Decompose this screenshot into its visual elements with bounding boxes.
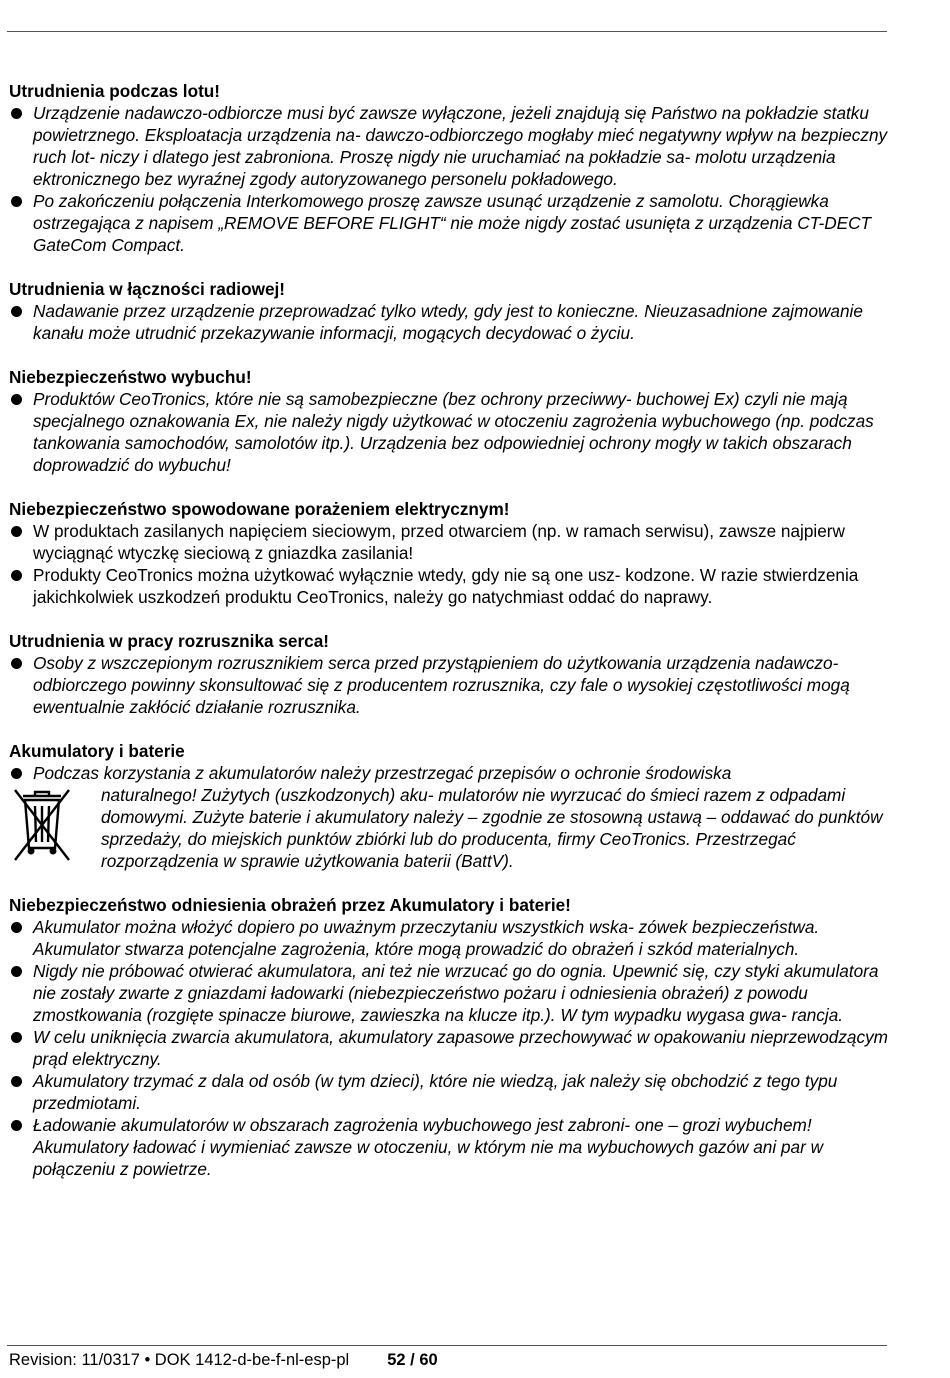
footer-rule: [7, 1345, 887, 1346]
header-rule: [7, 31, 887, 32]
revision-info: Revision: 11/0317 • DOK 1412-d-be-f-nl-esp-pl: [9, 1351, 350, 1369]
battery-disposal-block: [9, 762, 889, 872]
list-item: Osoby z wszczepionym rozrusznikiem serca przed przystąpieniem do użytkowania urządzenia nadawczo-odbiorczego powinny skonsultować się z producentem rozrusznika, czy fale o wysokiej częstotliwości mogą ewentualnie zakłócić działanie rozrusznika.: [9, 652, 889, 718]
section-pacemaker: [9, 630, 889, 718]
section-heading: Utrudnienia podczas lotu!: [9, 81, 221, 101]
section-heading: Niebezpieczeństwo spowodowane porażeniem elektrycznym!: [9, 499, 510, 519]
list-item: W celu uniknięcia zwarcia akumulatora, akumulatory zapasowe przechowywać w opakowaniu nieprzewodzącym prąd elektryczny.: [9, 1026, 889, 1070]
bullet-list: [9, 652, 889, 718]
list-item: Nadawanie przez urządzenie przeprowadzać tylko wtedy, gdy jest to konieczne. Nieuzasadnione zajmowanie kanału może utrudnić przekazywanie informacji, mogących decydować o życiu.: [9, 300, 889, 344]
section-heading: Niebezpieczeństwo wybuchu!: [9, 367, 252, 387]
section-explosion: [9, 366, 889, 476]
list-item: Po zakończeniu połączenia Interkomowego proszę zawsze usunąć urządzenie z samolotu. Chorągiewka ostrzegająca z napisem „REMOVE BEFORE FLIGHT“ nie może nigdy zostać usunięta z urządzenia CT-DECT GateCom Compact.: [9, 190, 889, 256]
list-item: Produkty CeoTronics można użytkować wyłącznie wtedy, gdy nie są one usz- kodzone. W razie stwierdzenia jakichkolwiek uszkodzeń produktu CeoTronics, należy go natychmiast oddać do naprawy.: [9, 564, 889, 608]
bullet-list: [9, 102, 889, 256]
bullet-list: [9, 520, 889, 608]
battery-text: naturalnego! Zużytych (uszkodzonych) aku- mulatorów nie wyrzucać do śmieci razem z odpadami domowymi. Zużyte baterie i akumulatory należy – zgodnie ze stosowną ustawą – oddawać do punktów sprzedaży, do miejskich punktów zbiórki lub do producenta, firmy CeoTronics. Przestrzegać rozporządzenia w sprawie użytkowania baterii (BattV).: [101, 785, 883, 871]
list-item: W produktach zasilanych napięciem sieciowym, przed otwarciem (np. w ramach serwisu), zawsze najpierw wyciągnąć wtyczkę sieciową z gniazdka zasilania!: [9, 520, 889, 564]
section-radio: [9, 278, 889, 344]
bullet-list: [9, 388, 889, 476]
section-flight: [9, 80, 889, 256]
section-heading: Niebezpieczeństwo odniesienia obrażeń przez Akumulatory i baterie!: [9, 895, 571, 915]
list-item: Urządzenie nadawczo-odbiorcze musi być zawsze wyłączone, jeżeli znajdują się Państwo na pokładzie statku powietrznego. Eksploatacja urządzenia na- dawczo-odbiorczego mogłaby mieć negatywny wpływ na bezpieczny ruch lot- niczy i dlatego jest zabroniona. Proszę nigdy nie uruchamiać na pokładzie sa- molotu urządzenia ektronicznego bez wyraźnej zgody autoryzowanego personelu pokładowego.: [9, 102, 889, 190]
section-electric: [9, 498, 889, 608]
list-item: Nigdy nie próbować otwierać akumulatora, ani też nie wrzucać go do ognia. Upewnić się, czy styki akumulatora nie zostały zwarte z gniazdami ładowarki (niebezpieczeństwo pożaru i odniesienia obrażeń) z powodu zmostkowania (rozgięte spinacze biurowe, zawieszka na klucze itp.). W tym wypadku wygasa gwa- rancja.: [9, 960, 889, 1026]
section-batteries: [9, 740, 889, 872]
section-heading: Akumulatory i baterie: [9, 741, 185, 761]
battery-text-first-line: Podczas korzystania z akumulatorów należy przestrzegać przepisów o ochronie środowiska: [33, 763, 732, 783]
list-item: [9, 762, 889, 872]
list-item: Akumulatory trzymać z dala od osób (w tym dzieci), które nie wiedzą, jak należy się obchodzić z tego typu przedmiotami.: [9, 1070, 889, 1114]
bullet-list: [9, 762, 889, 872]
list-item: Ładowanie akumulatorów w obszarach zagrożenia wybuchowego jest zabroni- one – grozi wybuchem! Akumulatory ładować i wymieniać zawsze w otoczeniu, w którym nie ma wybuchowych gazów ani par w połączeniu z powietrze.: [9, 1114, 889, 1180]
page-number: 52 / 60: [387, 1351, 438, 1369]
document-body: [9, 80, 889, 1202]
list-item: Produktów CeoTronics, które nie są samobezpieczne (bez ochrony przeciwwy- buchowej Ex) czyli nie mają specjalnego oznakowania Ex, nie należy nigdy użytkować w otoczeniu zagrożenia wybuchowego (np. podczas tankowania samochodów, samolotów itp.). Urządzenia bez odpowiedniej ochrony mogły w takich obszarach doprowadzić do wybuchu!: [9, 388, 889, 476]
section-injury: [9, 894, 889, 1180]
list-item: Akumulator można włożyć dopiero po uważnym przeczytaniu wszystkich wska- zówek bezpieczeństwa. Akumulator stwarza potencjalne zagrożenia, które mogą prowadzić do obrażeń i szkód materialnych.: [9, 916, 889, 960]
section-heading: Utrudnienia w łączności radiowej!: [9, 279, 286, 299]
bullet-list: [9, 300, 889, 344]
bullet-list: [9, 916, 889, 1180]
crossed-out-wheelie-bin-icon: [11, 788, 73, 862]
page-footer: [9, 1350, 438, 1370]
section-heading: Utrudnienia w pracy rozrusznika serca!: [9, 631, 329, 651]
